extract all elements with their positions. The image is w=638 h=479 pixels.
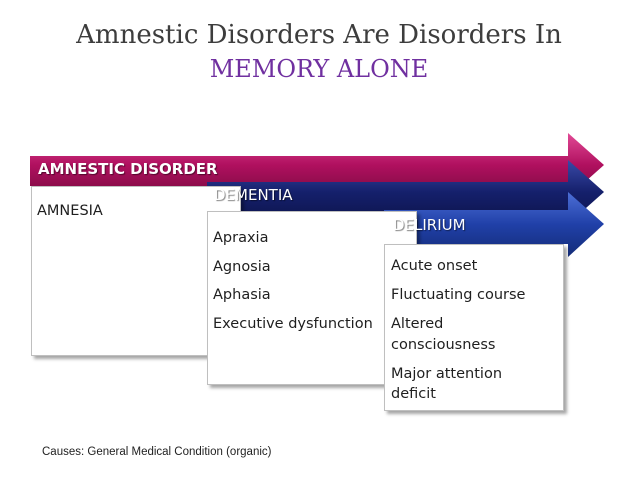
delirium-item-fluctuating: Fluctuating course (391, 287, 526, 303)
title-line-2: MEMORY ALONE (209, 55, 429, 83)
dementia-label: DEMENTIA (214, 186, 293, 204)
amnestic-label: AMNESTIC DISORDER (38, 160, 218, 178)
delirium-item-altered: Altered (391, 316, 444, 332)
delirium-label: DELIRIUM (393, 216, 466, 234)
title-line-1: Amnestic Disorders Are Disorders In (76, 20, 562, 50)
delirium-item-major-attention: Major attention (391, 366, 503, 382)
delirium-item-consciousness: consciousness (391, 337, 496, 353)
delirium-item-acute: Acute onset (391, 258, 478, 274)
dementia-item-aphasia: Aphasia (213, 287, 271, 303)
causes-note: Causes: General Medical Condition (organic) (42, 446, 272, 458)
dementia-item-executive: Executive dysfunction (213, 316, 373, 332)
dementia-item-agnosia: Agnosia (213, 259, 271, 275)
amnestic-item-amnesia: AMNESIA (37, 203, 103, 219)
dementia-item-apraxia: Apraxia (213, 230, 269, 246)
delirium-item-deficit: deficit (391, 386, 436, 402)
